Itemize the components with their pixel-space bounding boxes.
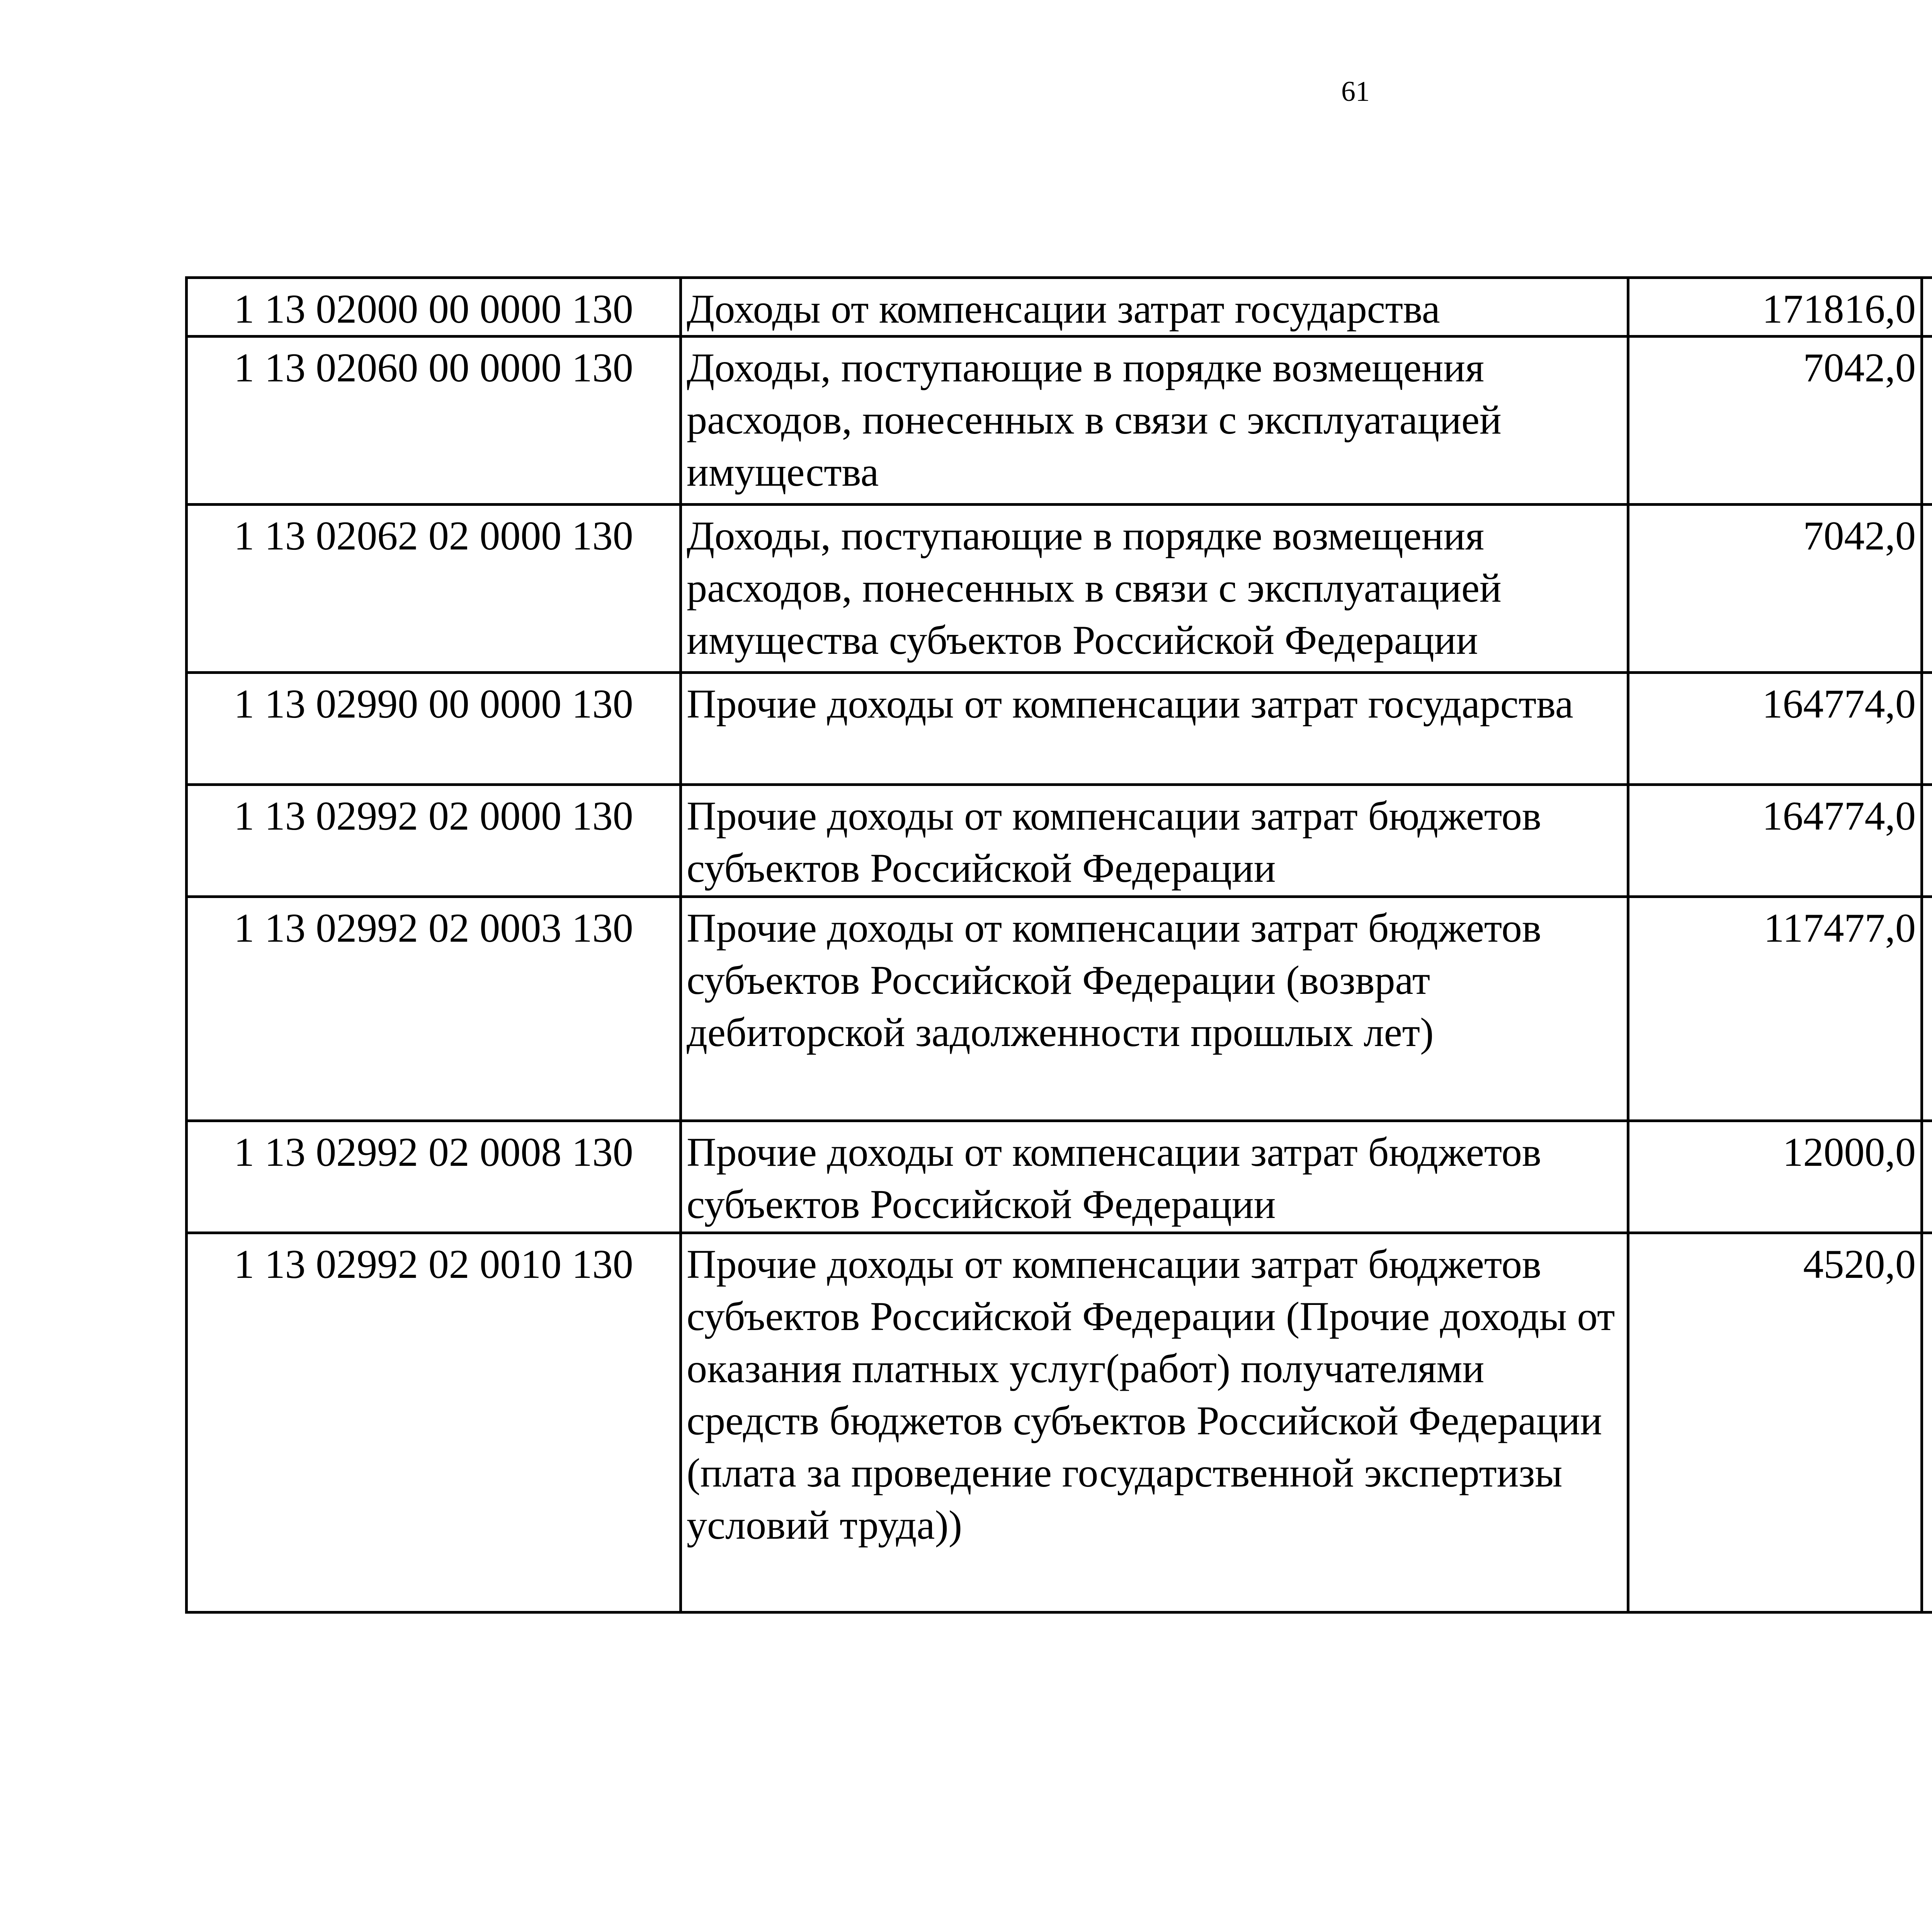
table-row [187, 278, 1932, 337]
budget-code: 1 13 02992 02 0010 130 [187, 1233, 681, 1613]
amount-year-1: 171816,0 [1628, 278, 1922, 337]
revenue-description: Прочие доходы от компенсации затрат бюджетов субъектов Российской Федерации [681, 785, 1628, 897]
revenue-description: Прочие доходы от компенсации затрат бюджетов субъектов Российской Федерации (Прочие доходы от оказания платных услуг(работ) получателями средств бюджетов субъектов Российской Федерации (плата за проведение государственной экспертизы условий труда)) [681, 1233, 1628, 1613]
amount-year-2 [1922, 505, 1932, 673]
budget-code: 1 13 02992 02 0008 130 [187, 1121, 681, 1233]
budget-code: 1 13 02000 00 0000 130 [187, 278, 681, 337]
budget-code: 1 13 02060 00 0000 130 [187, 337, 681, 505]
amount-year-2 [1922, 1121, 1932, 1233]
budget-revenue-table [185, 276, 1932, 1614]
table-row [187, 337, 1932, 505]
amount-year-1: 117477,0 [1628, 897, 1922, 1121]
page-number: 61 [1341, 76, 1370, 107]
amount-year-1: 7042,0 [1628, 505, 1922, 673]
amount-year-1: 12000,0 [1628, 1121, 1922, 1233]
amount-year-2 [1922, 337, 1932, 505]
table-row [187, 1121, 1932, 1233]
table-row [187, 673, 1932, 785]
amount-year-2 [1922, 897, 1932, 1121]
amount-year-2 [1922, 1233, 1932, 1613]
amount-year-2 [1922, 673, 1932, 785]
budget-code: 1 13 02062 02 0000 130 [187, 505, 681, 673]
revenue-description: Доходы, поступающие в порядке возмещения расходов, понесенных в связи с эксплуатацией имущества субъектов Российской Федерации [681, 505, 1628, 673]
amount-year-2 [1922, 278, 1932, 337]
amount-year-2 [1922, 785, 1932, 897]
revenue-description: Доходы от компенсации затрат государства [681, 278, 1628, 337]
revenue-description: Прочие доходы от компенсации затрат государства [681, 673, 1628, 785]
table-row [187, 505, 1932, 673]
revenue-description: Прочие доходы от компенсации затрат бюджетов субъектов Российской Федерации [681, 1121, 1628, 1233]
budget-code: 1 13 02992 02 0003 130 [187, 897, 681, 1121]
table-row [187, 785, 1932, 897]
amount-year-1: 164774,0 [1628, 673, 1922, 785]
budget-code: 1 13 02990 00 0000 130 [187, 673, 681, 785]
revenue-description: Доходы, поступающие в порядке возмещения расходов, понесенных в связи с эксплуатацией имущества [681, 337, 1628, 505]
table-row [187, 897, 1932, 1121]
budget-code: 1 13 02992 02 0000 130 [187, 785, 681, 897]
amount-year-1: 7042,0 [1628, 337, 1922, 505]
amount-year-1: 164774,0 [1628, 785, 1922, 897]
amount-year-1: 4520,0 [1628, 1233, 1922, 1613]
revenue-description: Прочие доходы от компенсации затрат бюджетов субъектов Российской Федерации (возврат дебиторской задолженности прошлых лет) [681, 897, 1628, 1121]
table-row [187, 1233, 1932, 1613]
